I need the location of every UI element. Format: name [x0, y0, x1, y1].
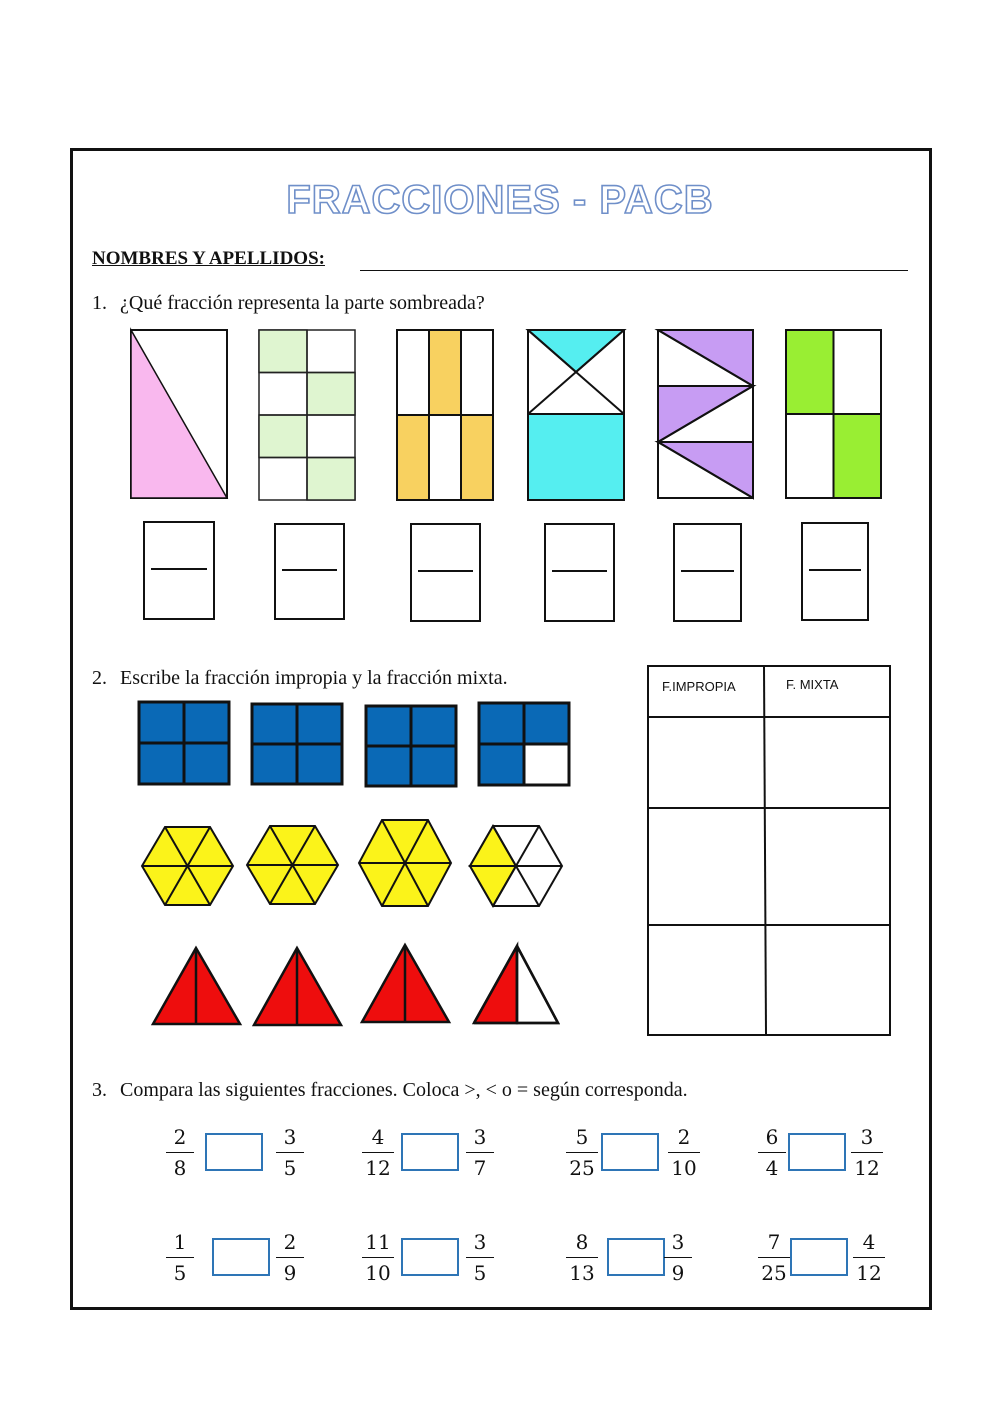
question-3: 3. Compara las siguientes fracciones. Coloca >, < o = según corresponda.: [92, 1079, 688, 1101]
fraction-bar: [552, 570, 607, 572]
blue-square-1: [139, 702, 229, 784]
q2-squares-row: [139, 702, 569, 786]
q1-figure-2: [259, 330, 355, 500]
fraction-bar: [151, 568, 207, 570]
fraction-left-3: 5 25: [566, 1124, 598, 1181]
q1-answer-box-1[interactable]: [143, 521, 215, 620]
improper-cell-3[interactable]: [650, 927, 763, 1033]
q1-figure-3: [397, 330, 493, 500]
red-triangle-2: [254, 948, 341, 1025]
fraction-right-8: 4 12: [853, 1229, 885, 1286]
mixed-cell-1[interactable]: [767, 719, 888, 807]
fraction-left-1: 2 8: [166, 1124, 194, 1181]
q1-answer-box-6[interactable]: [801, 522, 869, 621]
q1-answer-box-3[interactable]: [410, 523, 481, 622]
compare-box-3[interactable]: [601, 1133, 659, 1171]
fraction-right-2: 3 7: [466, 1124, 494, 1181]
q1-figure-5: [658, 330, 753, 498]
hexagon-3: [359, 820, 451, 906]
compare-box-7[interactable]: [607, 1238, 665, 1276]
q1-answer-box-2[interactable]: [274, 523, 345, 620]
fraction-bar: [418, 570, 473, 572]
mixed-cell-3[interactable]: [767, 927, 888, 1033]
question-2: 2. Escribe la fracción impropia y la fracción mixta.: [92, 667, 508, 689]
q1-figure-6: [786, 330, 881, 498]
fraction-left-7: 8 13: [566, 1229, 598, 1286]
fraction-right-5: 2 9: [276, 1229, 304, 1286]
hexagon-4: [470, 826, 562, 906]
compare-box-2[interactable]: [401, 1133, 459, 1171]
q2-triangles-row: [153, 945, 558, 1025]
blue-square-4: [479, 703, 569, 785]
red-triangle-4: [474, 946, 558, 1023]
improper-cell-1[interactable]: [650, 719, 763, 807]
fraction-left-6: 11 10: [362, 1229, 394, 1286]
fraction-right-4: 3 12: [851, 1124, 883, 1181]
red-triangle-3: [362, 945, 449, 1022]
compare-box-6[interactable]: [401, 1238, 459, 1276]
q1-figure-1: [131, 330, 227, 498]
fraction-right-1: 3 5: [276, 1124, 304, 1181]
q1-answer-box-4[interactable]: [544, 523, 615, 622]
question-1: 1. ¿Qué fracción representa la parte sombreada?: [92, 292, 485, 314]
fraction-left-4: 6 4: [758, 1124, 786, 1181]
q1-answer-box-5[interactable]: [673, 523, 742, 622]
blue-square-2: [252, 704, 342, 784]
q2-hexagons-row: [142, 820, 562, 906]
fraction-left-8: 7 25: [758, 1229, 790, 1286]
hexagon-1: [142, 827, 233, 905]
fraction-right-7: 3 9: [664, 1229, 692, 1286]
fraction-bar: [282, 569, 337, 571]
compare-box-4[interactable]: [788, 1133, 846, 1171]
compare-box-5[interactable]: [212, 1238, 270, 1276]
table-header-improper: F.IMPROPIA: [662, 679, 736, 694]
fraction-left-2: 4 12: [362, 1124, 394, 1181]
names-label: NOMBRES Y APELLIDOS:: [92, 248, 325, 269]
red-triangle-1: [153, 948, 240, 1024]
worksheet-title: FRACCIONES - PACB: [286, 178, 714, 222]
fraction-right-6: 3 5: [466, 1229, 494, 1286]
fraction-left-5: 1 5: [166, 1229, 194, 1286]
table-header-mixed: F. MIXTA: [786, 677, 839, 692]
improper-cell-2[interactable]: [650, 810, 763, 924]
compare-box-8[interactable]: [790, 1238, 848, 1276]
q1-figure-4: [528, 330, 624, 500]
fraction-right-3: 2 10: [668, 1124, 700, 1181]
fraction-bar: [809, 569, 861, 571]
compare-box-1[interactable]: [205, 1133, 263, 1171]
hexagon-2: [247, 826, 338, 904]
blue-square-3: [366, 706, 456, 786]
fraction-bar: [681, 570, 734, 572]
mixed-cell-2[interactable]: [767, 810, 888, 924]
